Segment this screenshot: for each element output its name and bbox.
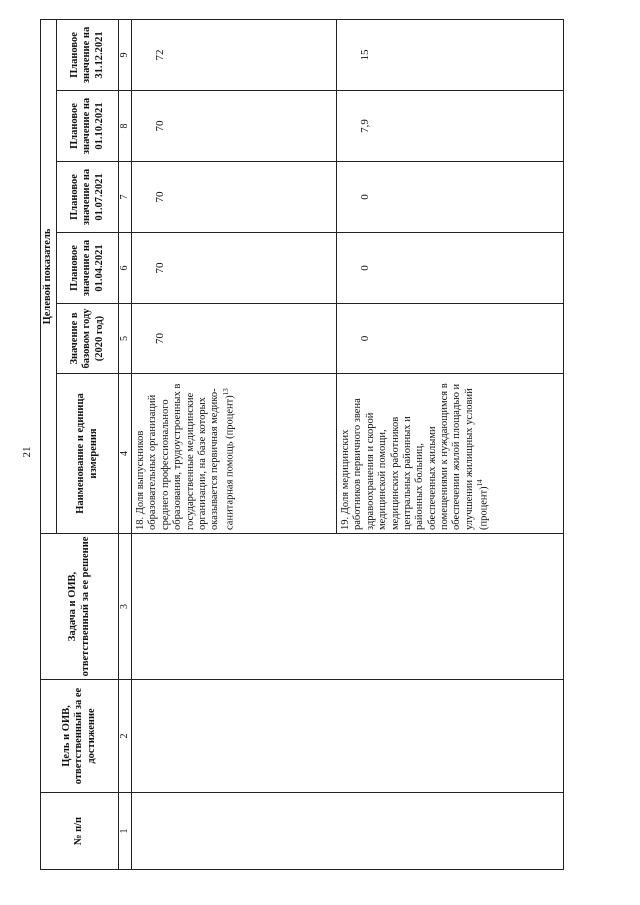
- plan-q4-cell: 72: [132, 19, 337, 90]
- footnote-mark: 13: [221, 388, 230, 396]
- column-number: 5: [119, 304, 132, 374]
- column-number: 4: [119, 374, 132, 534]
- header-name: Наименование и единица измерения: [57, 374, 119, 534]
- header-task: Задача и ОИВ, ответственный за ее решение: [41, 534, 119, 680]
- header-plan-q4: Плановое значение на 31.12.2021: [57, 19, 119, 90]
- base-value-cell: 0: [337, 304, 564, 374]
- column-numbers-row: [119, 19, 132, 869]
- plan-q2-cell: 70: [132, 162, 337, 233]
- header-plan-q3: Плановое значение на 01.10.2021: [57, 91, 119, 162]
- base-value-cell: 70: [132, 304, 337, 374]
- column-number: 1: [119, 793, 132, 870]
- column-number: 8: [119, 91, 132, 162]
- row-goal-cell: [132, 680, 564, 793]
- indicator-name: 19. Доля медицинских работников первичного звена здравоохранения и скорой медицинской помощи, медицинских работников центральных районных и районных больниц, обеспеченных жилыми помещениями к нуждающимся в обеспечении жилой площадью и улучшении жилищных условий (процент): [340, 383, 490, 530]
- row-num-cell: [132, 793, 564, 870]
- header-goal: Цель и ОИВ, ответственный за ее достижение: [41, 680, 119, 793]
- header-plan-q1: Плановое значение на 01.04.2021: [57, 233, 119, 304]
- row-task-cell: [132, 534, 564, 680]
- column-number: 2: [119, 680, 132, 793]
- plan-q3-cell: 70: [132, 91, 337, 162]
- header-base-value: Значение в базовом году (2020 год): [57, 304, 119, 374]
- page-number: 21: [21, 446, 33, 458]
- indicator-name-cell: [132, 374, 337, 534]
- header-plan-q2: Плановое значение на 01.07.2021: [57, 162, 119, 233]
- indicator-name: 18. Доля выпускников образовательных организаций среднего профессионального образования, трудоустроенных в государственные медицинские организации, на базе которых оказывается первичная медико-санитарная помощь (процент): [135, 383, 236, 530]
- footnote-mark: 14: [476, 479, 485, 487]
- plan-q1-cell: 0: [337, 233, 564, 304]
- plan-q2-cell: 0: [337, 162, 564, 233]
- header-num: № п/п: [41, 793, 119, 870]
- column-number: 6: [119, 233, 132, 304]
- plan-q3-cell: 7,9: [337, 91, 564, 162]
- targets-table: [40, 19, 564, 870]
- plan-q4-cell: 15: [337, 19, 564, 90]
- indicator-name-cell: [337, 374, 564, 534]
- plan-q1-cell: 70: [132, 233, 337, 304]
- column-number: 7: [119, 162, 132, 233]
- rotated-page-content: [40, 20, 595, 870]
- header-target-indicator: Целевой показатель: [41, 19, 57, 533]
- table-row: [132, 19, 337, 869]
- column-number: 9: [119, 19, 132, 90]
- column-number: 3: [119, 534, 132, 680]
